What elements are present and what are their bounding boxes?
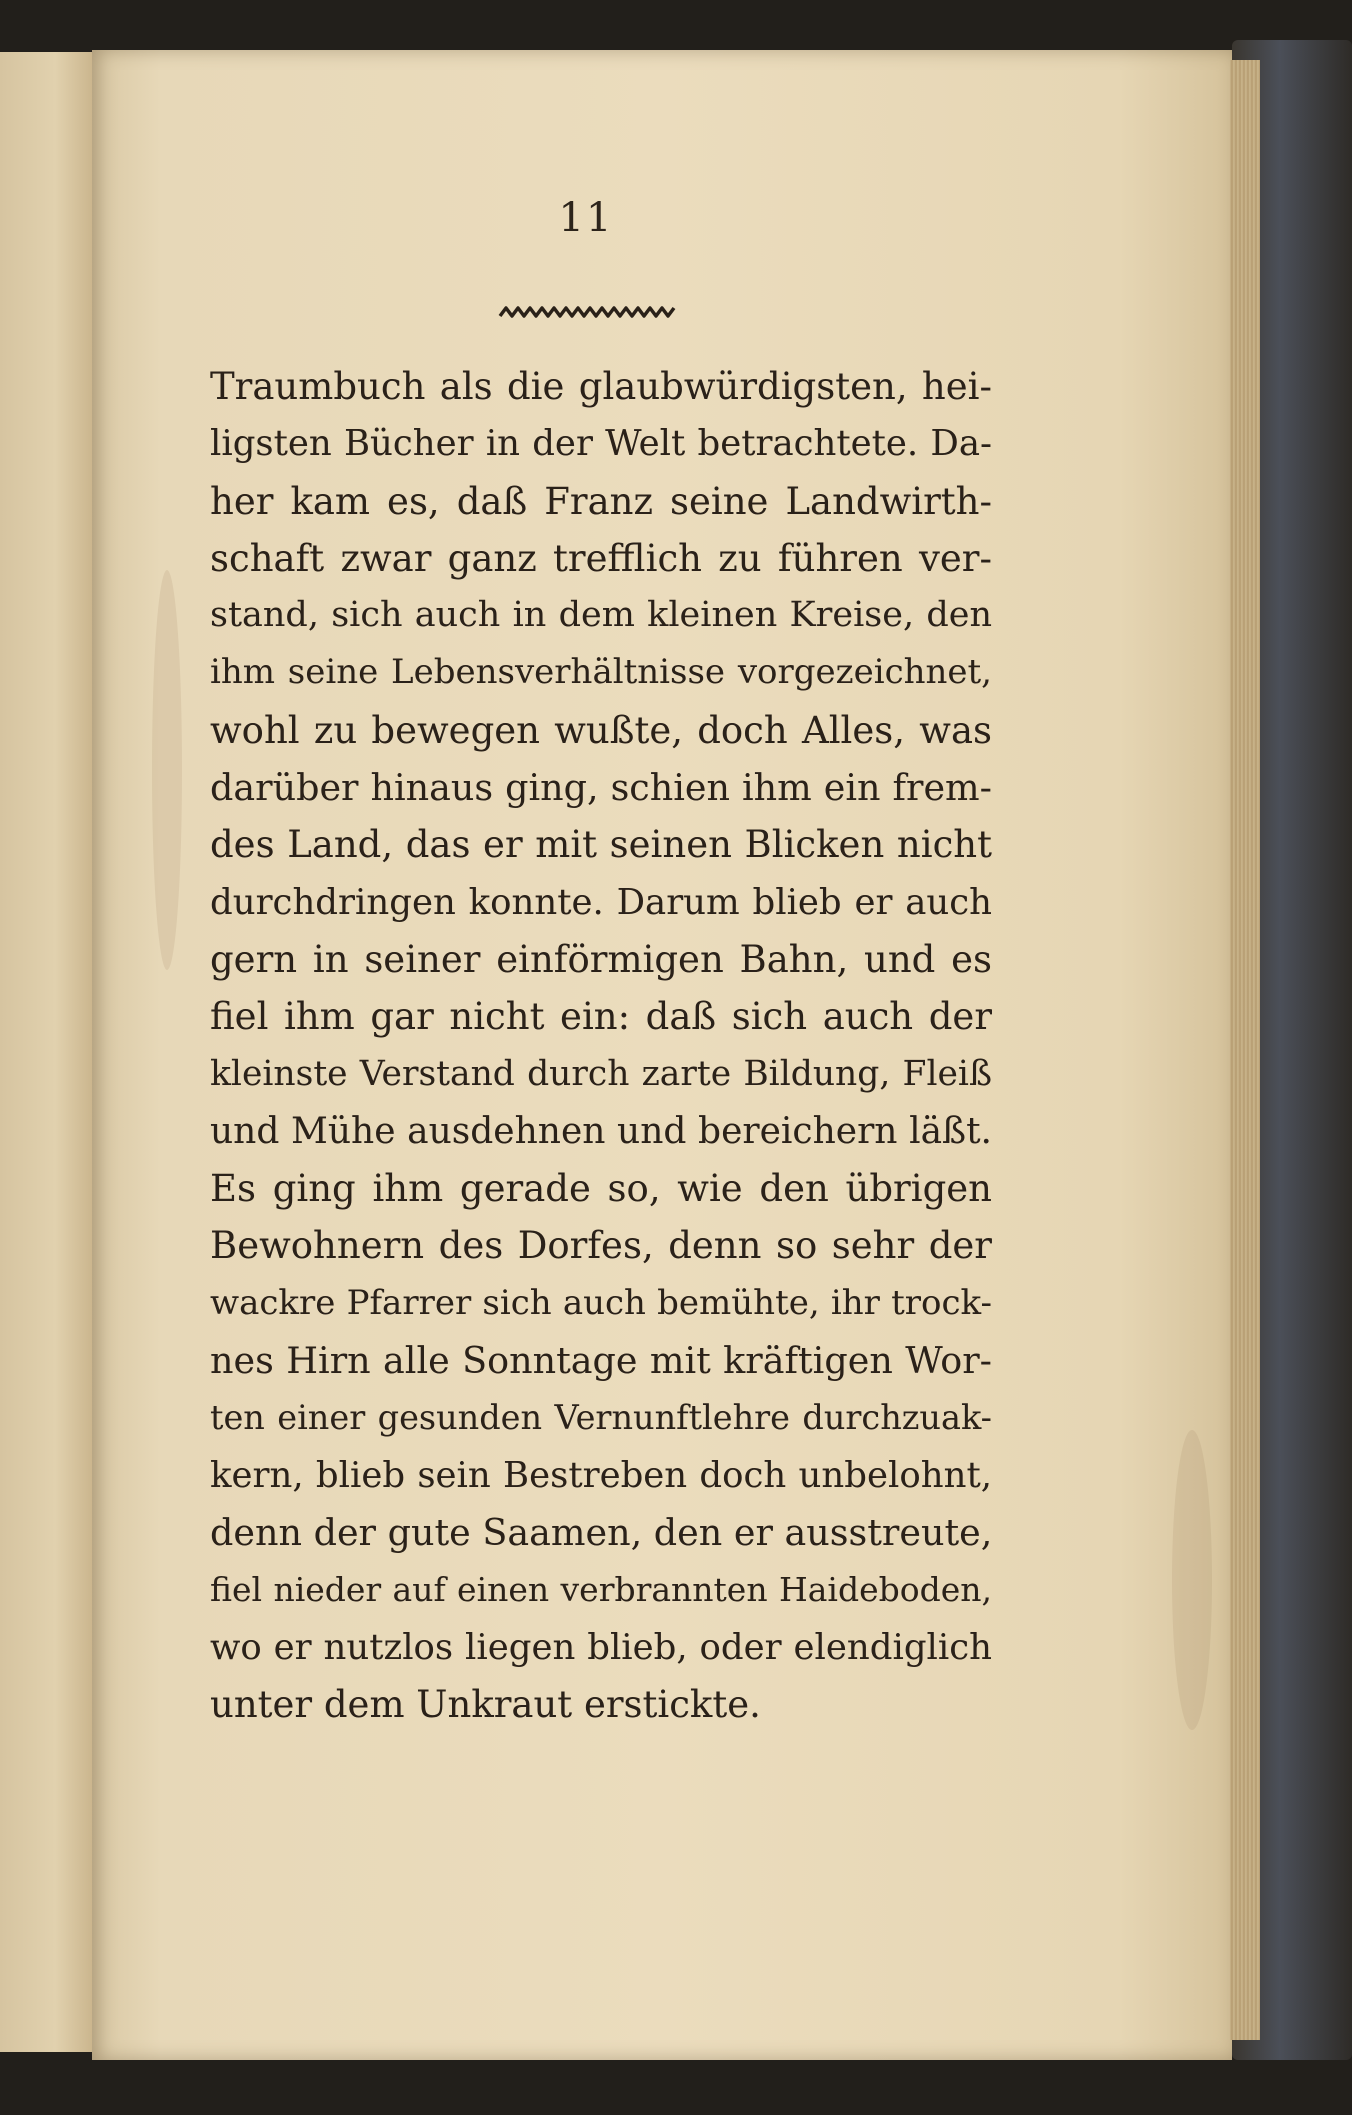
text-line: wackre Pfarrer sich auch bemühte, ihr trock- (210, 1282, 992, 1323)
text-line: ligsten Bücher in der Welt betrachtete. Da- (210, 423, 992, 465)
text-line: denn der gute Saamen, den er ausstreute, (210, 1510, 992, 1554)
page-number: 11 (558, 195, 614, 241)
text-line: stand, sich auch in dem kleinen Kreise, den (210, 595, 992, 636)
page-stain (1172, 1430, 1212, 1730)
page-stain (152, 570, 182, 970)
text-line: ihm seine Lebensverhältnisse vorgezeichnet, (210, 652, 992, 693)
text-line: schaft zwar ganz trefflich zu führen ver- (210, 536, 992, 580)
text-line: und Mühe ausdehnen und bereichern läßt. (210, 1110, 992, 1152)
left-page-edge (0, 52, 92, 2052)
text-line: darüber hinaus ging, schien ihm ein frem- (210, 766, 992, 810)
text-line: fiel nieder auf einen verbrannten Haideboden, (210, 1570, 992, 1610)
text-line: ten einer gesunden Vernunftlehre durchzuak- (210, 1398, 992, 1438)
text-line: her kam es, daß Franz seine Landwirth- (210, 479, 992, 523)
text-line: durchdringen konnte. Darum blieb er auch (210, 881, 992, 923)
text-line: Bewohnern des Dorfes, denn so sehr der (210, 1224, 992, 1268)
text-line: des Land, das er mit seinen Blicken nicht (210, 823, 992, 867)
text-line: nes Hirn alle Sonntage mit kräftigen Wor- (210, 1339, 992, 1383)
ornament-divider (498, 300, 678, 324)
text-line: unter dem Unkraut erstickte. (210, 1682, 761, 1726)
text-line: kern, blieb sein Bestreben doch unbelohnt, (210, 1454, 992, 1496)
text-line: gern in seiner einförmigen Bahn, und es (210, 937, 992, 981)
text-line: Traumbuch als die glaubwürdigsten, hei- (210, 365, 992, 408)
text-line: fiel ihm gar nicht ein: daß sich auch der (210, 995, 992, 1039)
text-line: wo er nutzlos liegen blieb, oder elendiglich (210, 1626, 992, 1668)
text-line: wohl zu bewegen wußte, doch Alles, was (210, 708, 992, 752)
body-text (210, 358, 992, 1733)
text-line: kleinste Verstand durch zarte Bildung, Fleiß (210, 1053, 992, 1094)
text-line: Es ging ihm gerade so, wie den übrigen (210, 1167, 992, 1211)
page-stack-edge (1230, 60, 1260, 2040)
